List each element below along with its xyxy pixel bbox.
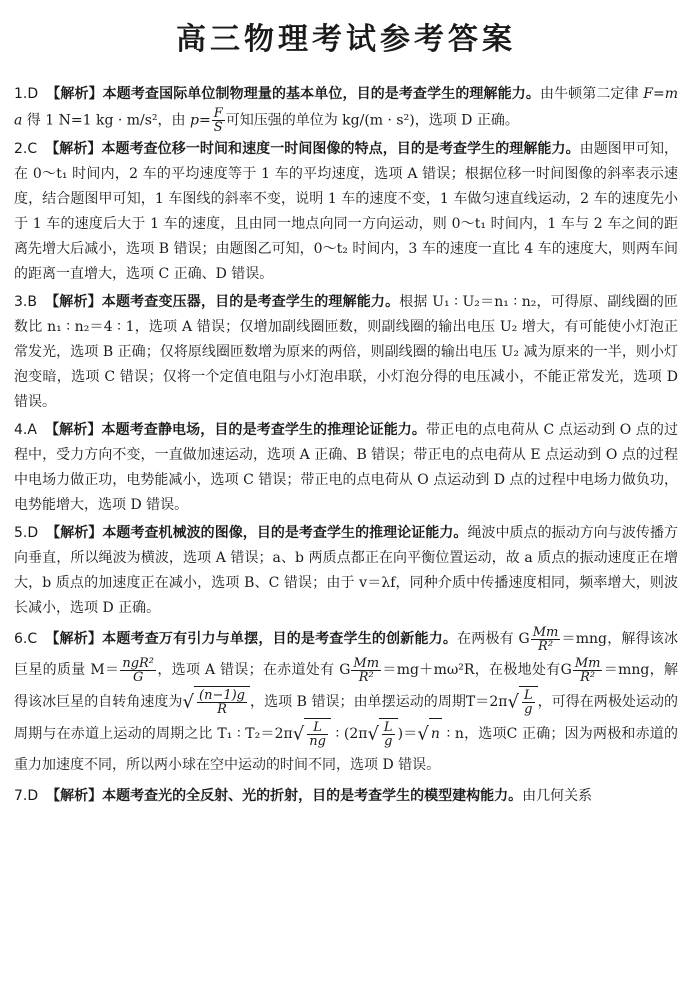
fraction [212, 107, 225, 134]
item-body: )＝ [397, 726, 418, 742]
item-body: 由几何关系 [522, 788, 593, 804]
square-root [417, 718, 442, 750]
item-body: 由牛顿第二定律 [539, 86, 644, 102]
fraction-numerator: L [523, 687, 533, 703]
fraction-denominator: g [524, 701, 533, 717]
fraction-numerator: F [213, 106, 223, 121]
item-answer: B [27, 294, 37, 310]
item-body: ＝mg＋mω²R，在极地处有 [382, 662, 561, 678]
radicand-value: n [430, 726, 440, 742]
item-answer: D [27, 788, 39, 804]
item-number: 2. [14, 141, 28, 157]
item-body: T＝2π [465, 694, 508, 710]
item-lead: 本题考查变压器，目的是考查学生的理解能力。 [101, 294, 400, 310]
fraction [351, 657, 381, 684]
fraction [522, 689, 535, 716]
item-answer: A [27, 422, 37, 438]
square-root [367, 718, 397, 750]
fraction-numerator: Mm [532, 624, 559, 640]
fraction [120, 657, 156, 684]
item-lead: 本题考查国际单位制物理量的基本单位，目的是考查学生的理解能力。 [102, 86, 540, 102]
fraction-numerator: L [383, 719, 393, 735]
radicand [304, 718, 331, 750]
item-body: ，可得在两极处运动的周期与在赤道上运动的周期之比 T₁ ∶ T₂＝ [14, 694, 678, 742]
analysis-tag: 【解析】 [46, 525, 103, 541]
item-answer: D [27, 525, 39, 541]
answer-item-3 [14, 290, 678, 415]
item-body: ∶ (2π [330, 726, 368, 742]
radicand [429, 718, 442, 750]
fraction-denominator: g [384, 733, 393, 749]
item-body: ＝mng， [561, 631, 622, 647]
item-body: ∶ n，选项C 正确；因为两极和赤道的重力加速度不同，所以两小球在空中运动的时间不同，选项 D 错误。 [14, 726, 678, 773]
item-lead: 本题考查静电场，目的是考查学生的推理论证能力。 [101, 422, 427, 438]
fraction-numerator: (n−1)g [199, 687, 246, 703]
answer-item-2 [14, 137, 678, 287]
answer-item-4 [14, 418, 678, 518]
item-body: 2π [274, 726, 293, 742]
analysis-tag: 【解析】 [45, 631, 103, 647]
item-body: ＝mng，解得该冰巨星的自转角速度为 [14, 662, 678, 710]
symbol-p: p [190, 112, 199, 129]
item-body: 根据 U₁ ∶ U₂＝n₁ ∶ n₂，可得原、副线圈的匝数比 n₁ ∶ n₂＝4 ∶ 1，选项 A 错误；仅增加副线圈匝数，则副线圈的输出电压 U₂ 增大，有可能使小灯泡正常发光，选项 B 正确；仅将原线圈匝数增为原来的两倍，则副线圈的输出电压 U₂ 减为原来的一半，则小灯泡变暗，选项 C 错误；仅将一个定值电阻与小灯泡串联，小灯泡分得的电压减小，不能正常发光，选项 D 错误。 [14, 294, 679, 410]
fraction [531, 626, 561, 653]
item-body: 可知压强的单位为 kg/(m · s²)，选项 D 正确。 [225, 112, 519, 129]
item-body: 解得该冰巨星的质量 M＝ [14, 631, 679, 678]
fraction-denominator: S [213, 120, 223, 135]
fraction [197, 689, 247, 716]
item-body: ，选项 B 错误；由单摆运动的周期 [250, 694, 466, 710]
item-body: 带正电的点电荷从 C 点运动到 O 点的过程中，受力方向不变，一直做加速运动，选项 A 正确、B 错误；带正电的点电荷从 E 点运动到 O 点的过程中电场力做正功，电势能减小，选项 C 错误；带正电的点电荷从 O 点运动到 D 点的过程中电场力做负功，电势能增大，选项 D 错误。 [14, 422, 679, 513]
item-body: 由题图甲可知，在 0～t₁ 时间内，2 车的平均速度等于 1 车的平均速度，选项 A 错误；根据位移一时间图像的斜率表示速度，结合题图甲可知，1 车图线的斜率不变，说明 1 车的速度不变，1 车做匀速直线运动，2 车的速度先小于 1 车的速度后大于 1 车的速度，且由同一地点向同一方向运动，则 0～t₁ 时间内，1 车与 2 车之间的距离先增大后减小，选项 B 错误；由题图乙可知，0～t₂ 时间内，3 车的速度一直比 4 车的速度大，则两车间的距离一直增大，选项 C 正确、D 错误。 [14, 141, 679, 282]
fraction-denominator: R² [538, 638, 554, 654]
fraction [573, 657, 603, 684]
item-lead: 本题考查万有引力与单摆，目的是考查学生的创新能力。 [102, 631, 458, 647]
item-number: 7. [14, 788, 28, 804]
item-number: 1. [14, 86, 28, 102]
fraction-numerator: Mm [574, 655, 601, 671]
item-answer: C [27, 141, 38, 157]
radical-sign: √ [182, 691, 194, 713]
fraction-denominator: G [132, 669, 144, 685]
answer-item-1: 1.D 【解析】本题考查国际单位制物理量的基本单位，目的是考查学生的理解能力。由牛顿第二定律 F=ma 得 1 N=1 kg · m/s²，由 p= $\frac{F}{S}$ 可知压强的单位为 kg/(m · s²)，选项 D 正确。 [14, 86, 679, 135]
fraction-denominator: R [217, 701, 227, 717]
fraction-numerator: Mm [353, 655, 380, 671]
item-lead: 本题考查位移一时间和速度一时间图像的特点，目的是考查学生的理解能力。 [101, 141, 580, 157]
radicand [519, 686, 538, 718]
analysis-tag: 【解析】 [44, 422, 102, 438]
fraction [307, 721, 328, 748]
equation: F=ma [14, 86, 679, 129]
radical-sign: √ [417, 723, 429, 745]
fraction-denominator: R² [358, 669, 374, 685]
analysis-tag: 【解析】 [46, 788, 103, 804]
item-number: 3. [14, 294, 28, 310]
page-title: 高三物理考试参考答案 [176, 22, 516, 57]
answer-item-5 [14, 521, 678, 621]
item-lead: 本题考查机械波的图像，目的是考查学生的推理论证能力。 [102, 525, 468, 541]
radicand [194, 686, 250, 718]
analysis-tag: 【解析】 [44, 294, 102, 310]
radicand [379, 718, 398, 750]
item-number: 4. [14, 422, 28, 438]
square-root [507, 686, 537, 718]
item-answer: D [27, 86, 39, 102]
item-body: 绳波中质点的振动方向与波传播方向垂直，所以绳波为横波，选项 A 错误；a、b 两质点都正在向平衡位置运动，故 a 质点的振动速度正在增大，b 质点的加速度正在减小，选项 B、C 错误；由于 v＝λf，同种介质中传播速度相同，频率增大，则波长减小，选项 D 正确。 [14, 525, 679, 616]
item-body: ，选项 A 错误；在赤道处有 G [157, 662, 351, 678]
item-body: 在两极有 G [457, 631, 530, 647]
fraction-denominator: ng [309, 733, 326, 749]
fraction [382, 721, 395, 748]
analysis-tag: 【解析】 [46, 86, 103, 102]
item-body: 得 1 N=1 kg · m/s²，由 [22, 112, 190, 129]
fraction-denominator: R² [580, 669, 596, 685]
item-body: G [560, 662, 572, 678]
item-lead: 本题考查光的全反射、光的折射，目的是考查学生的模型建构能力。 [102, 788, 523, 804]
answer-item-6 [14, 624, 678, 781]
fraction-numerator: L [307, 721, 328, 735]
square-root [183, 686, 251, 718]
answer-item-7 [14, 784, 678, 809]
radical-sign: √ [292, 723, 305, 745]
radical-sign: √ [507, 691, 519, 713]
item-number: 6. [14, 631, 28, 647]
item-number: 5. [14, 525, 28, 541]
radical-sign: √ [367, 723, 379, 745]
square-root [293, 718, 331, 750]
item-answer: C [27, 631, 38, 647]
analysis-tag: 【解析】 [45, 141, 102, 157]
fraction-numerator: ngR² [122, 655, 155, 671]
